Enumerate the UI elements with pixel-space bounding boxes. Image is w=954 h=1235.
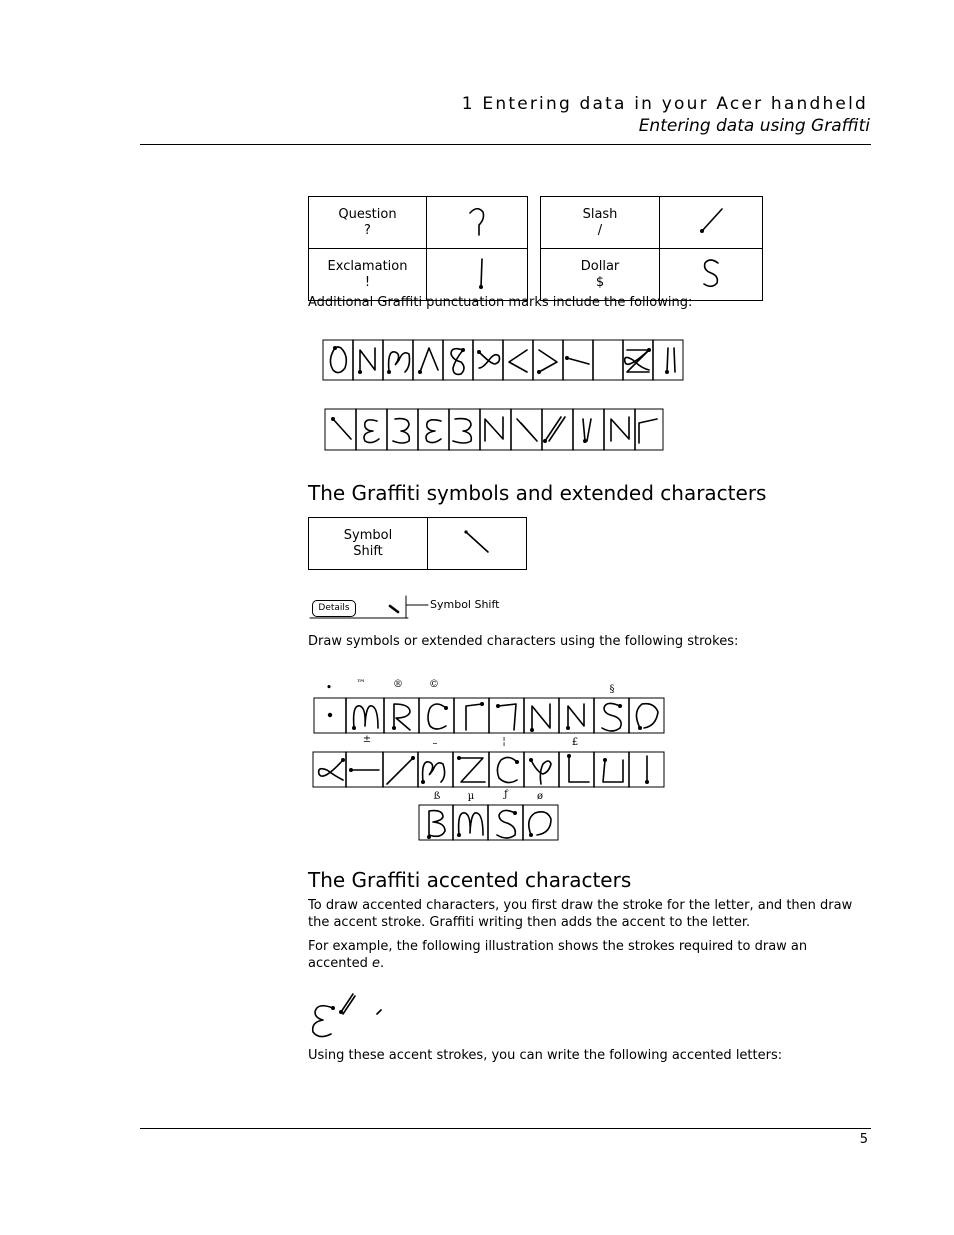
punct-symbol: ! bbox=[364, 274, 371, 290]
details-button: Details bbox=[312, 600, 356, 617]
punct-label: Question bbox=[338, 206, 397, 222]
punct-label: Slash bbox=[582, 206, 618, 222]
symbol-mark: ™ bbox=[356, 679, 366, 689]
symbol-mark: ø bbox=[536, 791, 544, 802]
punct-label: Exclamation bbox=[327, 258, 408, 274]
symbol-mark: ® bbox=[393, 679, 403, 690]
page-number: 5 bbox=[859, 1132, 868, 1147]
punct-symbol: / bbox=[597, 222, 603, 238]
punct-cell-question bbox=[309, 197, 427, 249]
punct-strokes-row-2 bbox=[325, 409, 664, 451]
draw-symbols-text: Draw symbols or extended characters using the following strokes: bbox=[308, 634, 739, 649]
symbols-heading: The Graffiti symbols and extended characters bbox=[308, 481, 767, 505]
punct-strokes-row-1 bbox=[323, 340, 684, 381]
chapter-title: 1 Entering data in your Acer handheld bbox=[461, 94, 868, 114]
punct-cell-exclamation bbox=[309, 249, 427, 301]
symbol-strokes-row-1 bbox=[314, 698, 665, 734]
question-stroke-icon bbox=[427, 197, 528, 249]
punct-cell-slash bbox=[541, 197, 660, 249]
symbol-mark: £ bbox=[571, 737, 579, 748]
slash-stroke-icon bbox=[660, 197, 763, 249]
symbol-shift-label: Symbol Shift bbox=[309, 518, 428, 570]
accented-paragraph-2: For example, the following illustration shows the strokes required to draw an accented e. bbox=[308, 939, 808, 971]
footer-rule bbox=[140, 1128, 871, 1129]
symbol-mark: ± bbox=[362, 734, 372, 745]
punct-symbol: ? bbox=[364, 222, 371, 238]
additional-punct-text: Additional Graffiti punctuation marks include the following: bbox=[308, 295, 693, 310]
section-title: Entering data using Graffiti bbox=[638, 116, 870, 136]
punct-label: Dollar bbox=[580, 258, 620, 274]
header-rule bbox=[140, 144, 871, 145]
accent-list-intro: Using these accent strokes, you can write the following accented letters: bbox=[308, 1048, 783, 1063]
symbol-strokes-row-2 bbox=[313, 752, 665, 788]
symbol-shift-indicator bbox=[310, 594, 430, 622]
punct-symbol: $ bbox=[595, 274, 605, 290]
symbol-shift-stroke-icon bbox=[428, 518, 527, 570]
symbol-mark: ß bbox=[433, 791, 441, 802]
symbol-mark: ¦ bbox=[502, 736, 506, 747]
exclamation-stroke-icon bbox=[427, 249, 528, 301]
accented-e-stroke-icon bbox=[305, 990, 395, 1045]
symbol-mark: • bbox=[325, 681, 333, 694]
dollar-stroke-icon bbox=[660, 249, 763, 301]
accented-paragraph-1: To draw accented characters, you first draw the stroke for the letter, and then draw the accent stroke. Graffiti writing then adds the accent to the letter. bbox=[308, 898, 853, 930]
punct-cell-dollar bbox=[541, 249, 660, 301]
symbol-mark: § bbox=[609, 684, 615, 695]
symbol-shift-callout: Symbol Shift bbox=[430, 598, 500, 611]
punct-table-right bbox=[540, 196, 763, 301]
accented-heading: The Graffiti accented characters bbox=[308, 868, 632, 892]
symbol-mark: – bbox=[432, 738, 438, 749]
symbol-strokes-row-3 bbox=[419, 805, 559, 841]
symbol-shift-table bbox=[308, 517, 527, 570]
punct-table-left bbox=[308, 196, 528, 301]
symbol-mark: © bbox=[429, 679, 439, 690]
symbol-mark: ƒ bbox=[504, 789, 508, 800]
symbol-mark: µ bbox=[467, 791, 475, 802]
